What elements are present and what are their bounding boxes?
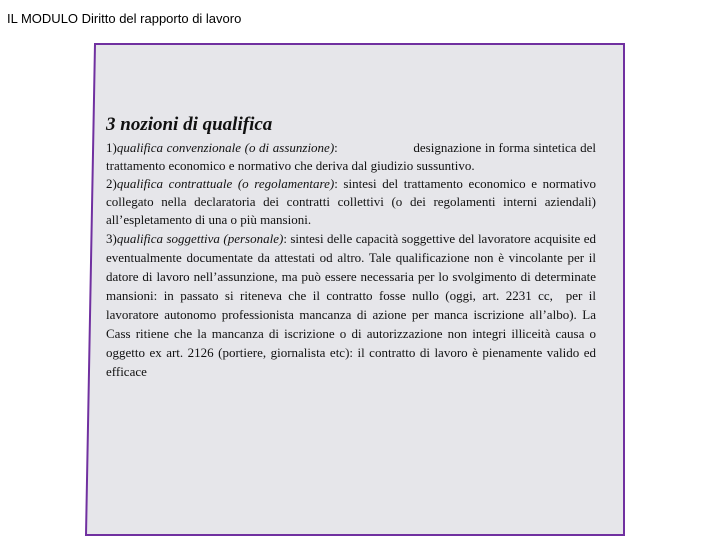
slide-content (106, 113, 596, 381)
paragraph-1 (106, 139, 596, 175)
paragraph-3-term: qualifica soggettiva (personale) (116, 231, 284, 246)
paragraph-2-term: qualifica contrattuale (o regolamentare) (116, 176, 335, 191)
paragraph-2 (106, 175, 596, 229)
slide-title: 3 nozioni di qualifica (106, 114, 273, 135)
paragraph-3-text: : sintesi delle capacità soggettive del lavoratore acquisite ed eventualmente documentate da attestati od altro. Tale qualificazione non è vincolante per il datore di lavoro nell’assunzione, ma può essere necessaria per lo svolgimento di determinate mansioni: in passato si riteneva che il contratto fosse nullo (oggi, art. 2231 cc, per il lavoratore autonomo professionista mancanza di azione per manca iscrizione all’albo). La Cass ritiene che la mancanza di iscrizione o di autorizzazione non integri illiceità causa o oggetto ex art. 2126 (portiere, giornalista etc): il contratto di lavoro è pienamente valido ed efficace (106, 231, 596, 379)
header-title: IL MODULO Diritto del rapporto di lavoro (7, 11, 242, 26)
paragraph-1-text: : designazione in forma sintetica del trattamento economico e normativo che deriva dal giudizio sussuntivo. (106, 140, 596, 173)
paragraph-2-number: 2) (106, 176, 117, 191)
paragraph-3-number: 3) (106, 231, 117, 246)
paragraph-2-text: : sintesi del trattamento economico e normativo collegato nella declaratoria dei contratti collettivi (o dei regolamenti interni aziendali) all’espletamento di una o più mansioni. (106, 176, 597, 227)
paragraph-1-number: 1) (106, 140, 117, 155)
paragraph-3 (106, 229, 596, 381)
paragraph-1-term: qualifica convenzionale (o di assunzione) (116, 140, 335, 155)
